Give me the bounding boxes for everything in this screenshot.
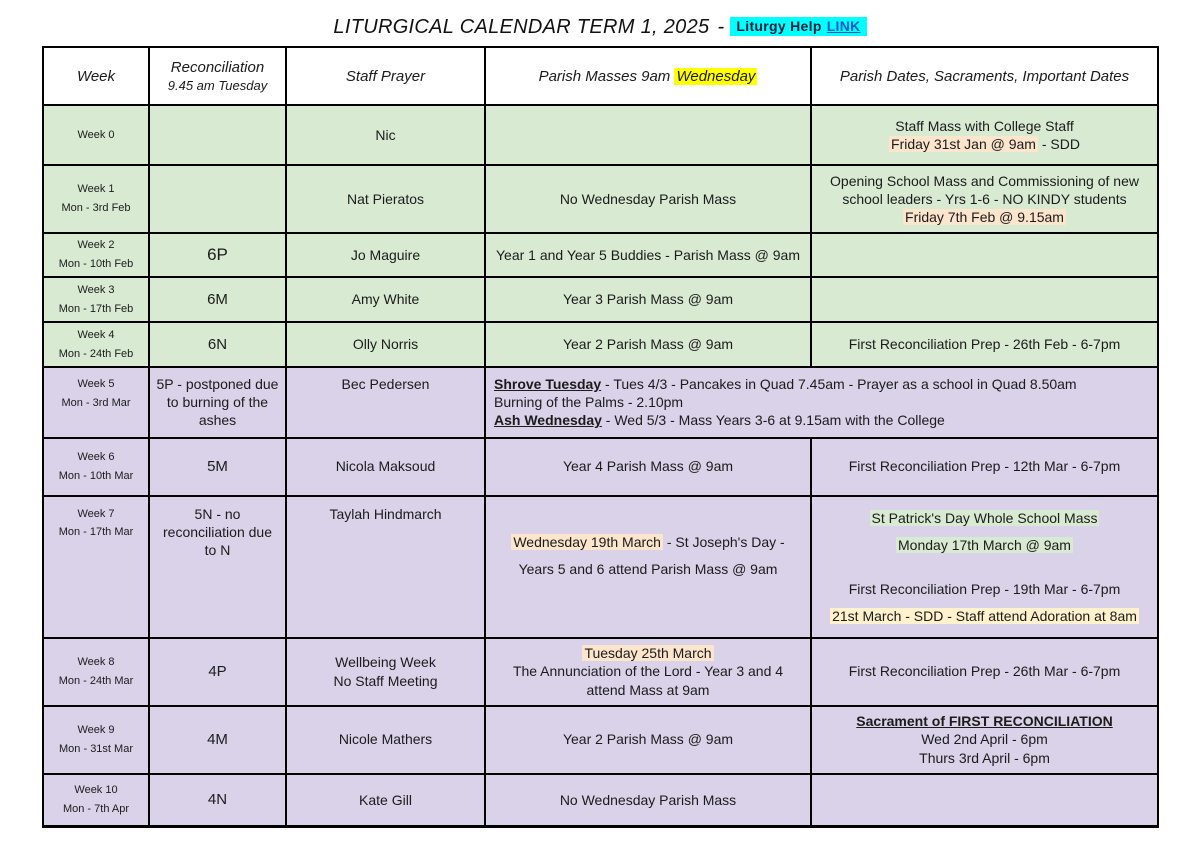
masses-line — [492, 529, 804, 556]
cell-parish-masses: Year 3 Parish Mass @ 9am — [485, 277, 811, 322]
highlighted-date: Tuesday 25th March — [584, 645, 712, 662]
cell-staff-prayer — [286, 638, 485, 706]
table-row-week5 — [43, 367, 1158, 438]
cell-staff-prayer: Jo Maguire — [286, 233, 485, 277]
dates-line: Staff Mass with College Staff — [895, 117, 1074, 134]
header-reconciliation-sub: 9.45 am Tuesday — [167, 78, 268, 93]
cell-staff-prayer: Nic — [286, 105, 485, 165]
masses-line: Years 5 and 6 attend Parish Mass @ 9am — [518, 560, 778, 577]
liturgical-calendar-table — [42, 46, 1159, 828]
cell-parish-dates — [811, 706, 1158, 774]
cell-parish-dates — [811, 233, 1158, 277]
cell-parish-masses: No Wednesday Parish Mass — [485, 165, 811, 233]
cell-parish-masses — [485, 496, 811, 638]
masses-line — [494, 375, 1149, 393]
week-label: Week 1 — [77, 183, 115, 196]
cell-parish-dates — [811, 277, 1158, 322]
cell-reconciliation: 6N — [149, 322, 286, 367]
week-dates: Mon - 3rd Mar — [61, 396, 131, 409]
cell-staff-prayer: Nicola Maksoud — [286, 438, 485, 496]
highlighted-date: Monday 17th March @ 9am — [898, 536, 1071, 553]
masses-text: - Wed 5/3 - Mass Years 3-6 at 9.15am with the College — [601, 412, 945, 429]
cell-staff-prayer: Bec Pedersen — [286, 367, 485, 438]
week-label: Week 5 — [77, 378, 115, 390]
page-title: LITURGICAL CALENDAR TERM 1, 2025 — [333, 16, 710, 38]
week-label: Week 7 — [77, 507, 115, 520]
cell-parish-dates — [811, 105, 1158, 165]
cell-reconciliation: 4N — [149, 774, 286, 827]
sacrament-heading: Sacrament of FIRST RECONCILIATION — [856, 713, 1113, 730]
dates-line — [818, 135, 1151, 153]
staff-line: Wellbeing Week — [335, 654, 436, 671]
cell-staff-prayer: Nat Pieratos — [286, 165, 485, 233]
table-row-week4 — [43, 322, 1158, 367]
header-reconciliation — [149, 47, 286, 105]
masses-text: - St Joseph's Day - — [662, 533, 785, 550]
cell-reconciliation: 4P — [149, 638, 286, 706]
week-dates: Mon - 10th Mar — [58, 469, 134, 482]
cell-reconciliation: 6P — [149, 233, 286, 277]
cell-parish-masses: No Wednesday Parish Mass — [485, 774, 811, 827]
header-week: Week — [43, 47, 149, 105]
dates-line — [818, 208, 1151, 226]
table-row-week8 — [43, 638, 1158, 706]
masses-line: attend Mass at 9am — [586, 681, 710, 698]
cell-parish-masses: Year 4 Parish Mass @ 9am — [485, 438, 811, 496]
cell-parish-dates: First Reconciliation Prep - 26th Feb - 6-7pm — [811, 322, 1158, 367]
table-row-week7 — [43, 496, 1158, 638]
cell-week — [43, 774, 149, 827]
masses-text: - Tues 4/3 - Pancakes in Quad 7.45am - Prayer as a school in Quad 8.50am — [601, 376, 1077, 392]
cell-parish-masses — [485, 105, 811, 165]
week-dates: Mon - 7th Apr — [62, 802, 130, 815]
dates-line: Wed 2nd April - 6pm — [921, 731, 1048, 748]
header-row — [43, 47, 1158, 105]
dates-line: Opening School Mass and Commissioning of new school leaders - Yrs 1-6 - NO KINDY students — [830, 172, 1139, 207]
staff-line: No Staff Meeting — [333, 672, 438, 689]
header-parish-dates: Parish Dates, Sacraments, Important Dates — [811, 47, 1158, 105]
cell-reconciliation — [149, 165, 286, 233]
title-separator: - — [717, 16, 725, 38]
cell-parish-masses: Year 1 and Year 5 Buddies - Parish Mass @ 9am — [485, 233, 811, 277]
ash-wednesday-label: Ash Wednesday — [494, 412, 602, 429]
dates-line — [818, 505, 1151, 532]
masses-line: The Annunciation of the Lord - Year 3 and 4 — [512, 663, 784, 680]
week-dates: Mon - 3rd Feb — [61, 202, 131, 214]
cell-parish-dates: First Reconciliation Prep - 12th Mar - 6-7pm — [811, 438, 1158, 496]
dates-line — [818, 603, 1151, 630]
cell-week — [43, 233, 149, 277]
cell-reconciliation: 6M — [149, 277, 286, 322]
cell-reconciliation: 5M — [149, 438, 286, 496]
cell-staff-prayer: Kate Gill — [286, 774, 485, 827]
week-label: Week 0 — [77, 128, 115, 141]
cell-week — [43, 496, 149, 638]
week-label: Week 10 — [74, 784, 118, 797]
table-row-week9 — [43, 706, 1158, 774]
week-label: Week 3 — [77, 283, 115, 296]
dates-text: - SDD — [1037, 136, 1080, 152]
cell-week — [43, 165, 149, 233]
highlighted-date: 21st March - SDD - Staff attend Adoration at 8am — [832, 608, 1137, 625]
table-row-week10 — [43, 774, 1158, 827]
week-dates: Mon - 24th Feb — [58, 347, 134, 360]
cell-week — [43, 367, 149, 438]
week-label: Week 6 — [77, 450, 115, 463]
dates-line: First Reconciliation Prep - 19th Mar - 6-7pm — [848, 581, 1121, 598]
table-row-week6 — [43, 438, 1158, 496]
highlighted-date: Friday 31st Jan @ 9am — [891, 136, 1036, 152]
header-wednesday-highlight: Wednesday — [676, 67, 756, 85]
cell-staff-prayer: Olly Norris — [286, 322, 485, 367]
cell-week — [43, 277, 149, 322]
cell-staff-prayer: Amy White — [286, 277, 485, 322]
cell-week — [43, 105, 149, 165]
cell-staff-prayer: Nicole Mathers — [286, 706, 485, 774]
week-dates: Mon - 17th Mar — [58, 526, 134, 539]
masses-line — [494, 411, 1149, 429]
cell-parish-masses-merged — [485, 367, 1158, 438]
week-dates: Mon - 24th Mar — [58, 674, 134, 687]
cell-parish-dates: First Reconciliation Prep - 26th Mar - 6-7pm — [811, 638, 1158, 706]
masses-line — [492, 644, 804, 662]
week-dates: Mon - 10th Feb — [58, 258, 134, 270]
week-dates: Mon - 31st Mar — [59, 742, 133, 755]
liturgy-help-label: Liturgy Help — [736, 18, 822, 34]
dates-line: Thurs 3rd April - 6pm — [919, 749, 1050, 766]
highlighted-date: St Patrick's Day Whole School Mass — [871, 509, 1098, 526]
masses-line: Burning of the Palms - 2.10pm — [494, 394, 684, 411]
liturgy-help-link[interactable]: LINK — [826, 18, 861, 34]
header-staff-prayer: Staff Prayer — [286, 47, 485, 105]
liturgy-help-chip — [730, 17, 866, 36]
cell-parish-masses: Year 2 Parish Mass @ 9am — [485, 322, 811, 367]
cell-week — [43, 706, 149, 774]
week-label: Week 8 — [77, 655, 115, 668]
spacer — [818, 559, 1151, 576]
cell-week — [43, 322, 149, 367]
cell-parish-dates — [811, 774, 1158, 827]
dates-line — [818, 532, 1151, 559]
cell-week — [43, 438, 149, 496]
cell-reconciliation: 5P - postponed due to burning of the ashes — [149, 367, 286, 438]
table-row-week3 — [43, 277, 1158, 322]
cell-reconciliation: 4M — [149, 706, 286, 774]
cell-staff-prayer: Taylah Hindmarch — [286, 496, 485, 638]
header-parish-masses — [485, 47, 811, 105]
header-reconciliation-label: Reconciliation — [170, 59, 265, 76]
week-dates: Mon - 17th Feb — [58, 302, 134, 315]
table-row-week0 — [43, 105, 1158, 165]
highlighted-date: Friday 7th Feb @ 9.15am — [905, 209, 1064, 226]
highlighted-date: Wednesday 19th March — [513, 533, 661, 550]
table-row-week1 — [43, 165, 1158, 233]
cell-week — [43, 638, 149, 706]
week-label: Week 9 — [77, 723, 115, 736]
cell-reconciliation — [149, 105, 286, 165]
shrove-tuesday-label: Shrove Tuesday — [494, 376, 602, 392]
cell-parish-dates — [811, 165, 1158, 233]
cell-reconciliation: 5N - no reconciliation due to N — [149, 496, 286, 638]
cell-parish-masses: Year 2 Parish Mass @ 9am — [485, 706, 811, 774]
header-parish-masses-label: Parish Masses 9am — [538, 67, 671, 85]
week-label: Week 4 — [77, 328, 115, 341]
week-label: Week 2 — [77, 239, 115, 252]
cell-parish-masses — [485, 638, 811, 706]
table-row-week2 — [43, 233, 1158, 277]
cell-parish-dates — [811, 496, 1158, 638]
page-title-row — [0, 16, 1200, 39]
